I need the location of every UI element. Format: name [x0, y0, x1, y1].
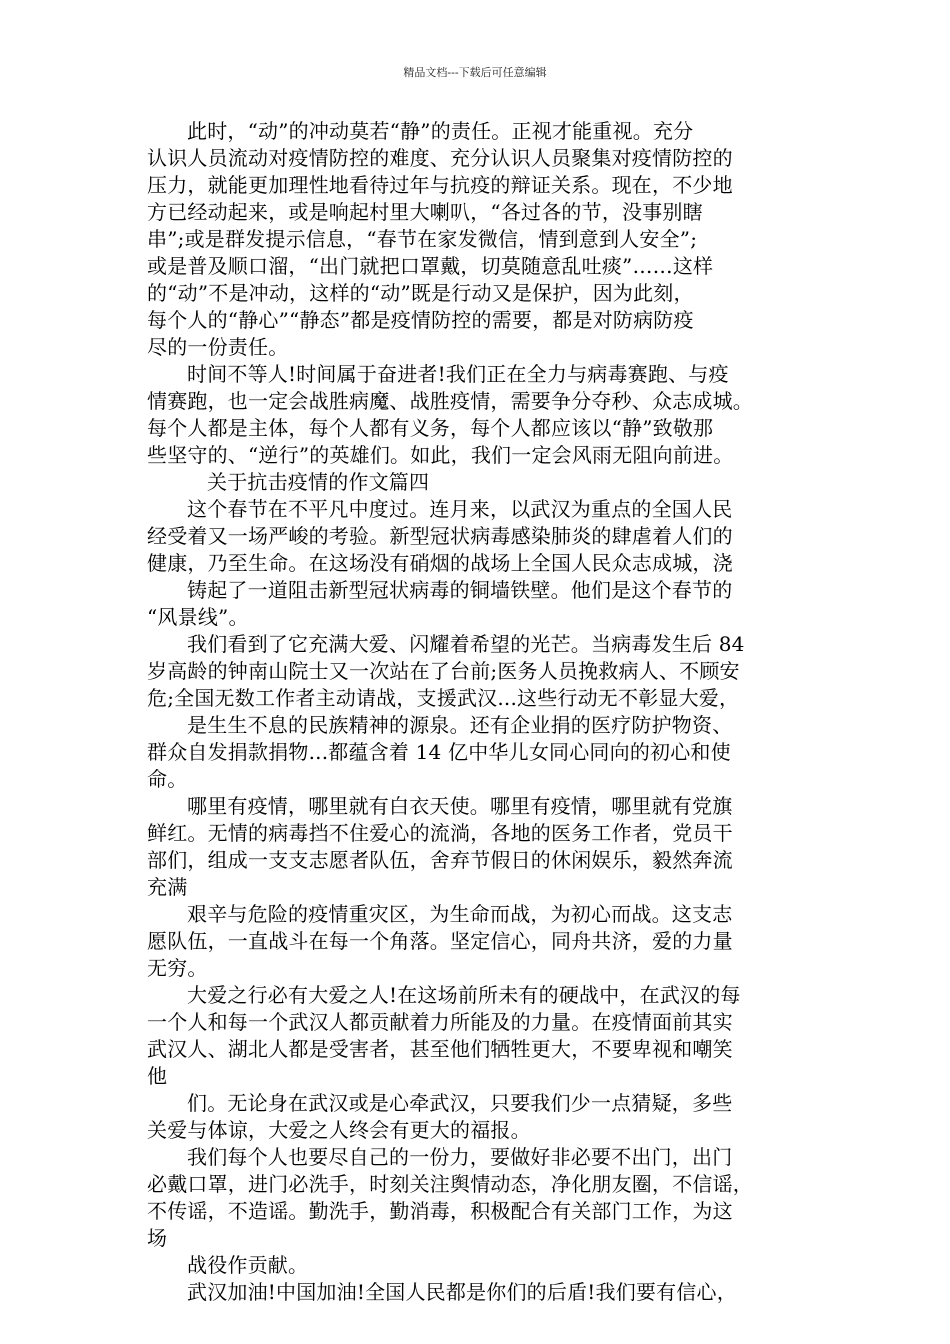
text-line: 大爱之行必有大爱之人!在这场前所未有的硬战中，在武汉的每 [187, 983, 741, 1007]
text-line: 哪里有疫情，哪里就有白衣天使。哪里有疫情，哪里就有党旗 [187, 794, 733, 818]
text-line: 武汉加油!中国加油!全国人民都是你们的后盾!我们要有信心， [187, 1280, 737, 1304]
text-line: 每个人的“静心”“静态”都是疫情防控的需要，都是对防病防疫 [147, 308, 694, 332]
text-line: 些坚守的、“逆行”的英雄们。如此，我们一定会风雨无阻向前进。 [147, 443, 734, 467]
text-line: 情赛跑，也一定会战胜病魔、战胜疫情，需要争分夺秒、众志成城。 [147, 389, 753, 413]
text-line: 这个春节在不平凡中度过。连月来，以武汉为重点的全国人民 [187, 497, 733, 521]
text-line: 场 [147, 1226, 168, 1250]
text-line: 我们每个人也要尽自己的一份力，要做好非必要不出门，出门 [187, 1145, 733, 1169]
text-line: 一个人和每一个武汉人都贡献着力所能及的力量。在疫情面前其实 [147, 1010, 733, 1034]
text-line: 愿队伍，一直战斗在每一个角落。坚定信心，同舟共济，爱的力量 [147, 929, 733, 953]
text-line: 武汉人、湖北人都是受害者，甚至他们牺牲更大，不要卑视和嘲笑 [147, 1037, 733, 1061]
text-line: 经受着又一场严峻的考验。新型冠状病毒感染肺炎的肆虐着人们的 [147, 524, 733, 548]
text-line: 关爱与体谅，大爱之人终会有更大的福报。 [147, 1118, 531, 1142]
text-line: 他 [147, 1064, 168, 1088]
text-line: 部们，组成一支支志愿者队伍，舍弃节假日的休闲娱乐，毅然奔流 [147, 848, 733, 872]
text-line: 压力，就能更加理性地看待过年与抗疫的辩证关系。现在，不少地 [147, 173, 733, 197]
text-line: 我们看到了它充满大爱、闪耀着希望的光芒。当病毒发生后 84 [187, 632, 745, 656]
text-line: 无穷。 [147, 956, 208, 980]
text-line: 战役作贡献。 [187, 1253, 309, 1277]
page-header: 精品文档---下载后可任意编辑 [403, 66, 547, 79]
text-line: 每个人都是主体，每个人都有义务，每个人都应该以“静”致敬那 [147, 416, 714, 440]
text-line: 艰辛与危险的疫情重灾区，为生命而战，为初心而战。这支志 [187, 902, 733, 926]
text-line: 此时，“动”的冲动莫若“静”的责任。正视才能重视。充分 [187, 119, 694, 143]
text-line: 的“动”不是冲动，这样的“动”既是行动又是保护，因为此刻， [147, 281, 694, 305]
text-line: 尽的一份责任。 [147, 335, 289, 359]
text-line: 充满 [147, 875, 188, 899]
text-line: “风景线”。 [147, 605, 249, 629]
text-line: 不传谣，不造谣。勤洗手，勤消毒，积极配合有关部门工作，为这 [147, 1199, 733, 1223]
text-line: 危;全国无数工作者主动请战，支援武汉...这些行动无不彰显大爱， [147, 686, 740, 710]
document-body [147, 118, 822, 1306]
text-line: 必戴口罩，进门必洗手，时刻关注舆情动态，净化朋友圈，不信谣， [147, 1172, 753, 1196]
text-line: 串”;或是群发提示信息，“春节在家发微信，情到意到人安全”; [147, 227, 698, 251]
text-line: 命。 [147, 767, 188, 791]
text-line: 是生生不息的民族精神的源泉。还有企业捐的医疗防护物资、 [187, 713, 733, 737]
text-line: 关于抗击疫情的作文篇四 [207, 470, 430, 494]
text-line: 岁高龄的钟南山院士又一次站在了台前;医务人员挽救病人、不顾安 [147, 659, 740, 683]
text-line: 时间不等人!时间属于奋进者!我们正在全力与病毒赛跑、与疫 [187, 362, 729, 386]
text-line: 认识人员流动对疫情防控的难度、充分认识人员聚集对疫情防控的 [147, 146, 733, 170]
text-line: 铸起了一道阻击新型冠状病毒的铜墙铁壁。他们是这个春节的 [187, 578, 733, 602]
text-line: 健康，乃至生命。在这场没有硝烟的战场上全国人民众志成城，浇 [147, 551, 733, 575]
text-line: 群众自发捐款捐物...都蕴含着 14 亿中华儿女同心同向的初心和使 [147, 740, 731, 764]
text-line: 方已经动起来，或是响起村里大喇叭，“各过各的节，没事别瞎 [147, 200, 703, 224]
text-line: 或是普及顺口溜，“出门就把口罩戴，切莫随意乱吐痰”……这样 [147, 254, 714, 278]
text-line: 鲜红。无情的病毒挡不住爱心的流淌，各地的医务工作者，党员干 [147, 821, 733, 845]
text-line: 们。无论身在武汉或是心牵武汉，只要我们少一点猜疑，多些 [187, 1091, 733, 1115]
